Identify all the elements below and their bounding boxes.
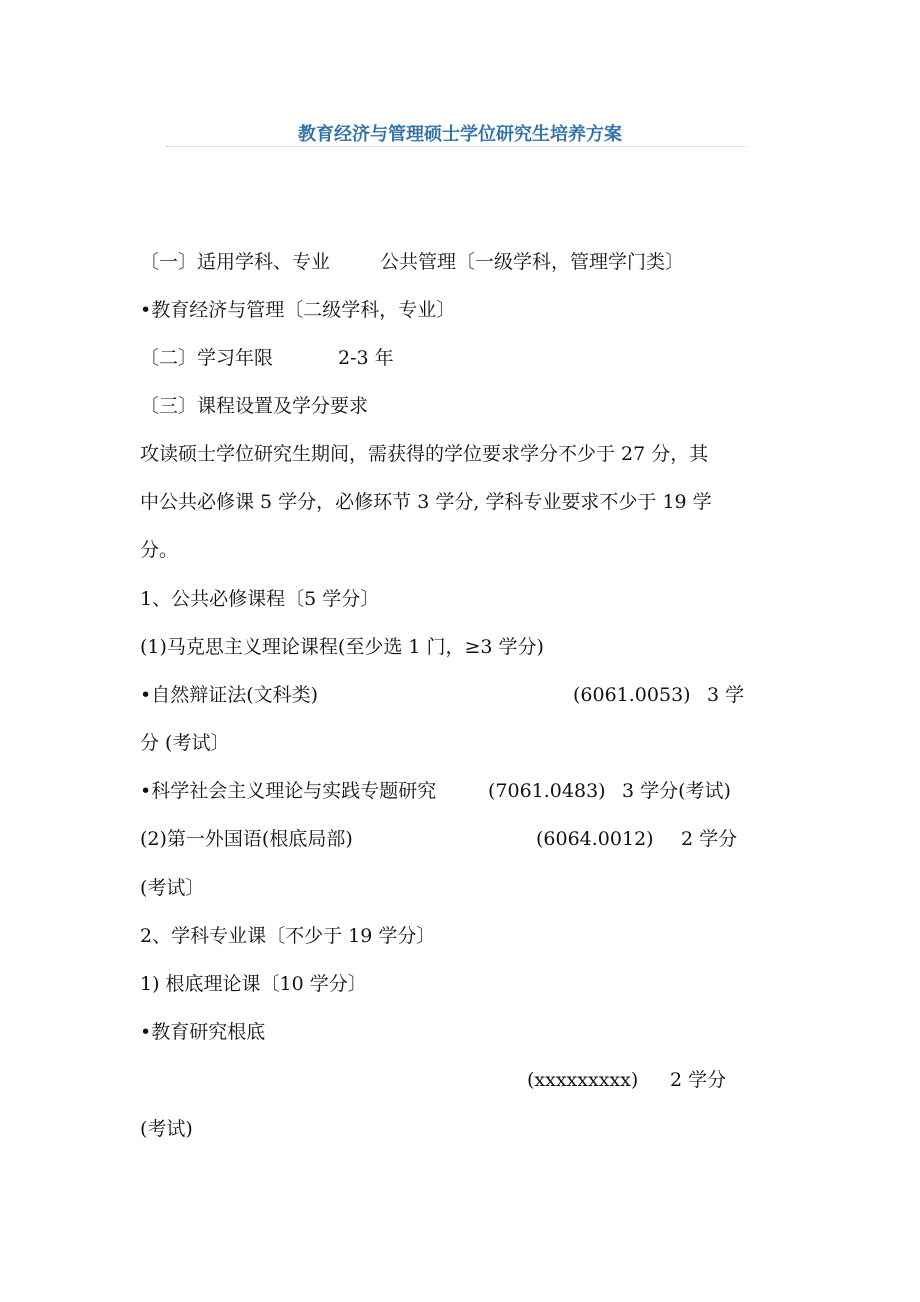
credit-requirement-line-1: 攻读硕士学位研究生期间，需获得的学位要求学分不少于 27 分，其 [140, 443, 709, 465]
course-name: •教育研究根底 [140, 1021, 266, 1043]
course-name: (2)第一外国语(根底局部) [140, 828, 353, 850]
page-title: 教育经济与管理硕士学位研究生培养方案 [298, 124, 622, 145]
basic-theory-heading: 1) 根底理论课〔10 学分〕 [140, 973, 367, 995]
title-divider [166, 146, 746, 147]
course-credit: 3 学分(考试) [622, 780, 731, 802]
course-setting-heading: 〔三〕课程设置及学分要求 [140, 395, 369, 417]
course-name: •科学社会主义理论与实践专题研究 [140, 780, 437, 802]
marxism-theory-heading: (1)马克思主义理论课程(至少选 1 门，≥3 学分) [140, 636, 544, 658]
course-credit: 3 学 [707, 684, 745, 706]
credit-requirement-line-3: 分。 [140, 539, 179, 561]
course-exam-type: 分 (考试〕 [140, 732, 230, 754]
course-code: (6064.0012) [536, 828, 654, 850]
credit-requirement-line-2: 中公共必修课 5 学分，必修环节 3 学分, 学科专业要求不少于 19 学 [140, 491, 712, 513]
study-duration-label: 〔二〕学习年限 [140, 347, 274, 369]
course-credit: 2 学分 [670, 1069, 727, 1091]
discipline-course-heading: 2、学科专业课〔不少于 19 学分〕 [140, 925, 436, 947]
course-code: (xxxxxxxxx) [527, 1069, 639, 1091]
course-exam-type: (考试) [140, 1118, 193, 1140]
course-code: (6061.0053) [573, 684, 691, 706]
course-name: •自然辩证法(文科类) [140, 684, 319, 706]
course-code: (7061.0483) [488, 780, 606, 802]
course-credit: 2 学分 [681, 828, 738, 850]
secondary-discipline: •教育经济与管理〔二级学科，专业〕 [140, 299, 456, 321]
applicable-discipline-value: 公共管理〔一级学科，管理学门类〕 [380, 251, 685, 273]
public-required-heading: 1、公共必修课程〔5 学分〕 [140, 588, 380, 610]
applicable-discipline-label: 〔一〕适用学科、专业 [140, 251, 331, 273]
study-duration-value: 2-3 年 [338, 347, 394, 369]
course-exam-type: (考试〕 [140, 877, 205, 899]
